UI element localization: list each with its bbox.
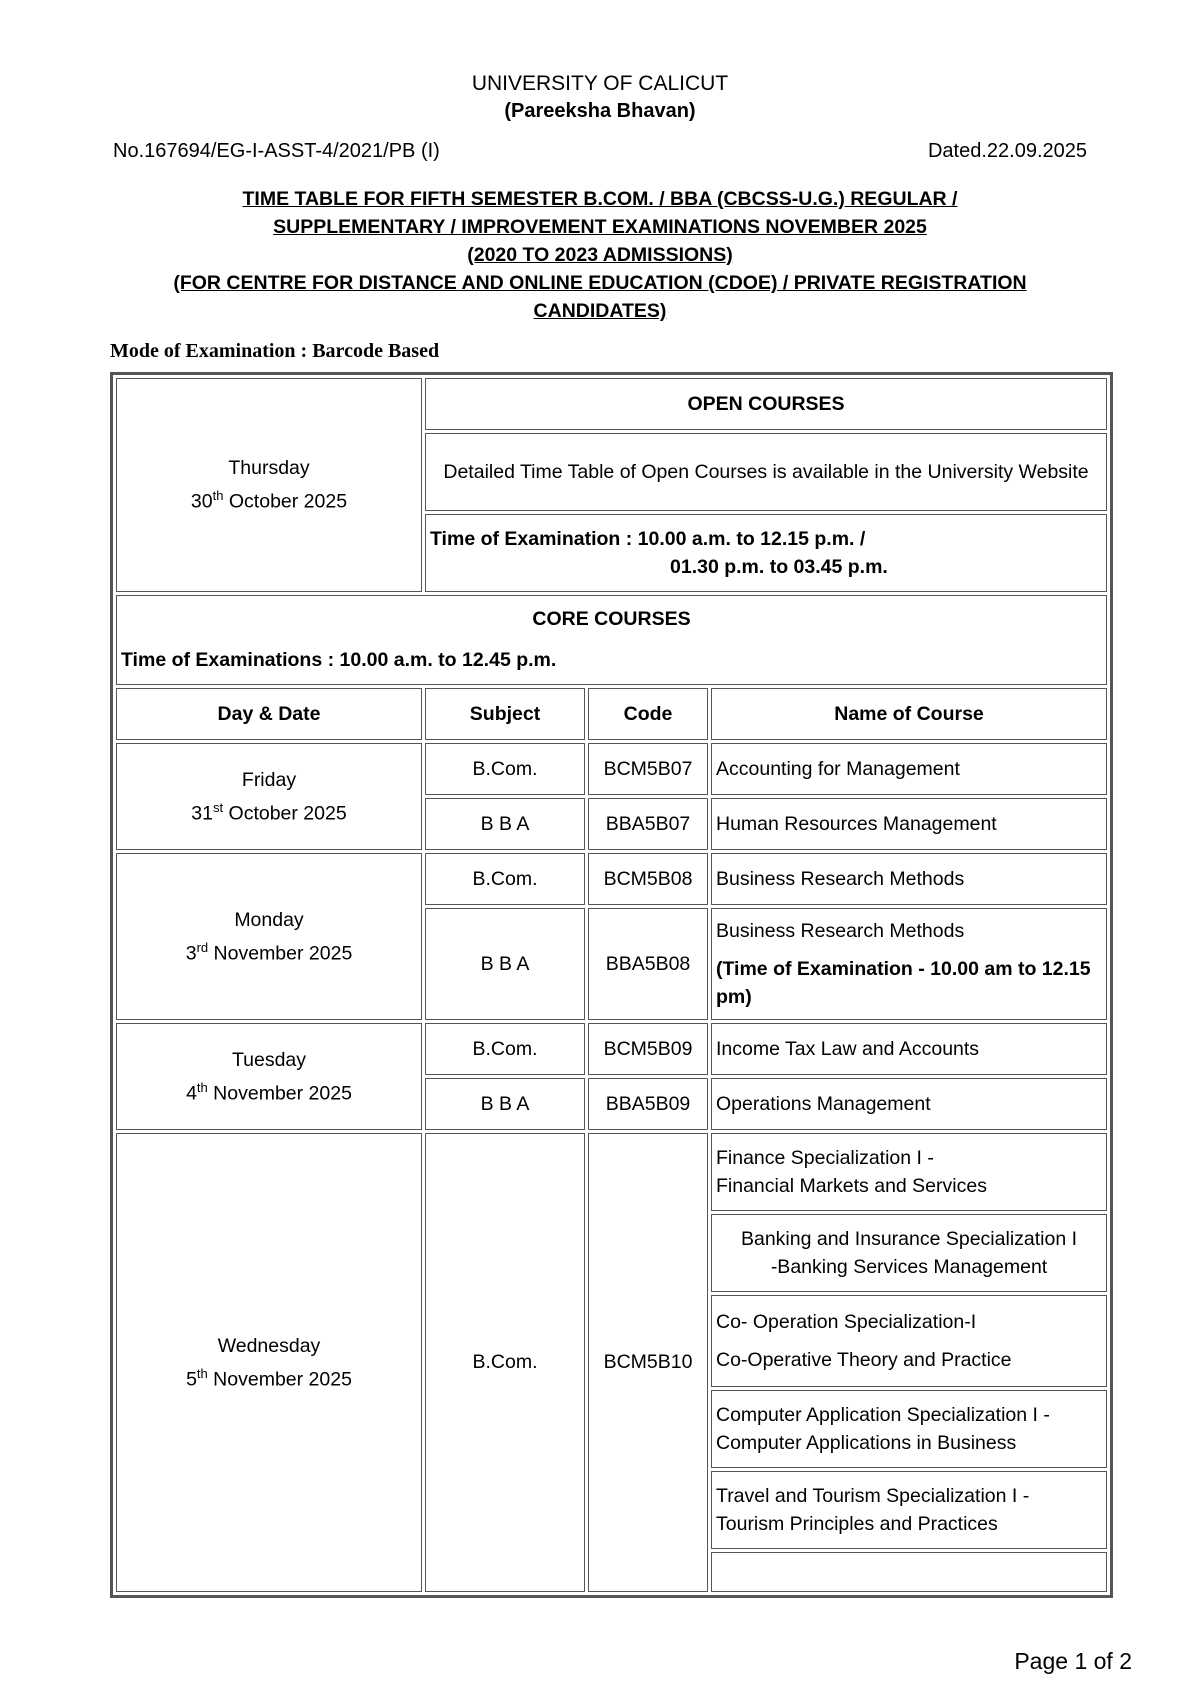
subject-cell: B B A (425, 798, 585, 850)
table-row (116, 1023, 1107, 1075)
code-cell: BBA5B07 (588, 798, 708, 850)
university-name: UNIVERSITY OF CALICUT (471, 72, 729, 95)
table-row (116, 743, 1107, 795)
course-cell: Co- Operation Specialization-I Co-Operative Theory and Practice (711, 1295, 1107, 1387)
title-line-1: TIME TABLE FOR FIFTH SEMESTER B.COM. / BBA (CBCSS-U.G.) REGULAR / (242, 188, 958, 210)
subject-cell: B.Com. (425, 853, 585, 905)
column-header-row (116, 688, 1107, 740)
code-cell: BCM5B07 (588, 743, 708, 795)
day-date-cell: Tuesday 4th November 2025 (116, 1023, 422, 1130)
code-cell: BCM5B08 (588, 853, 708, 905)
open-courses-heading: OPEN COURSES (425, 378, 1107, 430)
subject-cell: B.Com. (425, 1023, 585, 1075)
course-cell: Business Research Methods (711, 853, 1107, 905)
course-cell: Accounting for Management (711, 743, 1107, 795)
col-subject: Subject (425, 688, 585, 740)
code-cell: BBA5B09 (588, 1078, 708, 1130)
core-courses-time: Time of Examinations : 10.00 a.m. to 12.45 p.m. (121, 649, 557, 671)
day-date-cell: Monday 3rd November 2025 (116, 853, 422, 1020)
subject-cell: B B A (425, 908, 585, 1020)
course-cell: Finance Specialization I - Financial Markets and Services (711, 1133, 1107, 1211)
course-cell: Operations Management (711, 1078, 1107, 1130)
timetable (110, 372, 1113, 1598)
title-line-3: (2020 TO 2023 ADMISSIONS) (467, 244, 733, 266)
code-cell: BBA5B08 (588, 908, 708, 1020)
open-course-day: Thursday (228, 457, 310, 480)
exam-mode: Mode of Examination : Barcode Based (110, 340, 440, 362)
document-title (100, 185, 1100, 325)
subject-cell: B.Com. (425, 743, 585, 795)
col-code: Code (588, 688, 708, 740)
open-course-date: 30th October 2025 (190, 488, 348, 513)
open-course-date-cell (116, 378, 422, 592)
course-cell: Travel and Tourism Specialization I - Tourism Principles and Practices (711, 1471, 1107, 1549)
title-line-5: CANDIDATES) (533, 300, 667, 322)
table-row (116, 853, 1107, 905)
open-courses-time: Time of Examination : 10.00 a.m. to 12.15 p.m. / 01.30 p.m. to 03.45 p.m. (425, 514, 1107, 592)
core-courses-heading: CORE COURSES (532, 608, 691, 630)
reference-number: No.167694/EG-I-ASST-4/2021/PB (I) (113, 140, 440, 162)
course-cell: Banking and Insurance Specialization I -Banking Services Management (711, 1214, 1107, 1292)
course-cell (711, 908, 1107, 1020)
code-cell: BCM5B09 (588, 1023, 708, 1075)
title-line-4: (FOR CENTRE FOR DISTANCE AND ONLINE EDUCATION (CDOE) / PRIVATE REGISTRATION (173, 272, 1027, 294)
subject-cell: B.Com. (425, 1133, 585, 1592)
open-courses-note: Detailed Time Table of Open Courses is available in the University Website (425, 433, 1107, 511)
title-line-2: SUPPLEMENTARY / IMPROVEMENT EXAMINATIONS NOVEMBER 2025 (273, 216, 927, 238)
course-cell-continued (711, 1552, 1107, 1592)
course-cell: Computer Application Specialization I - Computer Applications in Business (711, 1390, 1107, 1468)
course-cell: Human Resources Management (711, 798, 1107, 850)
table-row (116, 1133, 1107, 1211)
office-name: (Pareeksha Bhavan) (504, 100, 696, 122)
col-day-date: Day & Date (116, 688, 422, 740)
col-course: Name of Course (711, 688, 1107, 740)
course-time-note: (Time of Examination - 10.00 am to 12.15 pm) (716, 958, 1091, 1008)
issue-date: Dated.22.09.2025 (927, 140, 1087, 162)
day-date-cell: Friday 31st October 2025 (116, 743, 422, 850)
core-courses-header (116, 595, 1107, 685)
code-cell: BCM5B10 (588, 1133, 708, 1592)
course-cell: Income Tax Law and Accounts (711, 1023, 1107, 1075)
page-number: Page 1 of 2 (1014, 1648, 1132, 1674)
course-name: Business Research Methods (716, 920, 965, 942)
subject-cell: B B A (425, 1078, 585, 1130)
day-date-cell: Wednesday 5th November 2025 (116, 1133, 422, 1592)
